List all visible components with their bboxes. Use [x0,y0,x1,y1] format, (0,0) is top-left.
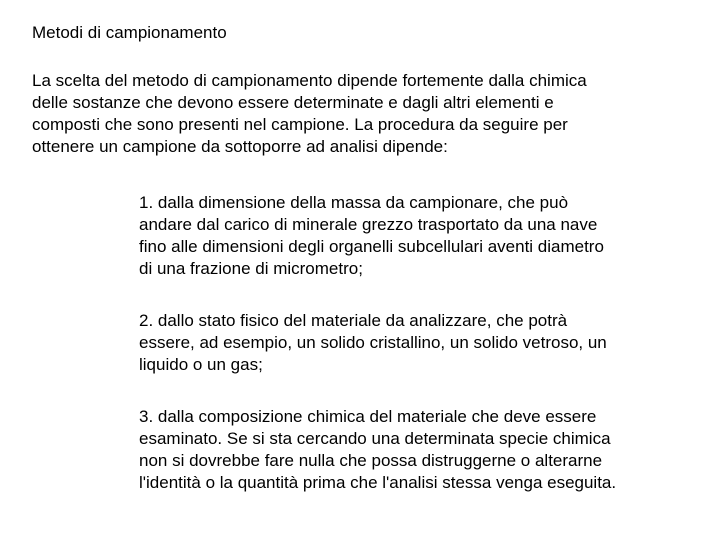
list-item-line: non si dovrebbe fare nulla che possa distruggerne o alterarne [139,451,603,470]
criteria-list [139,192,704,494]
page-title: Metodi di campionamento [32,23,227,42]
list-item-line: essere, ad esempio, un solido cristallino, un solido vetroso, un [139,333,607,352]
list-item-line: andare dal carico di minerale grezzo trasportato da una nave [139,215,598,234]
intro-paragraph [32,70,692,158]
list-item-2 [139,310,704,376]
intro-line: delle sostanze che devono essere determinate e dagli altri elementi e [32,93,554,112]
list-item-line: l'identità o la quantità prima che l'analisi stessa venga eseguita. [139,473,617,492]
list-item-line: 2. dallo stato fisico del materiale da analizzare, che potrà [139,311,568,330]
list-item-line: fino alle dimensioni degli organelli subcellulari aventi diametro [139,237,604,256]
intro-line: composti che sono presenti nel campione. La procedura da seguire per [32,115,568,134]
list-item-line: 3. dalla composizione chimica del materiale che deve essere [139,407,597,426]
list-item-line: esaminato. Se si sta cercando una determinata specie chimica [139,429,611,448]
list-item-line: 1. dalla dimensione della massa da campionare, che può [139,193,569,212]
intro-line: La scelta del metodo di campionamento dipende fortemente dalla chimica [32,71,587,90]
list-item-line: liquido o un gas; [139,355,263,374]
list-item-3 [139,406,704,494]
intro-line: ottenere un campione da sottoporre ad analisi dipende: [32,137,448,156]
list-item-line: di una frazione di micrometro; [139,259,363,278]
list-item-1 [139,192,704,280]
